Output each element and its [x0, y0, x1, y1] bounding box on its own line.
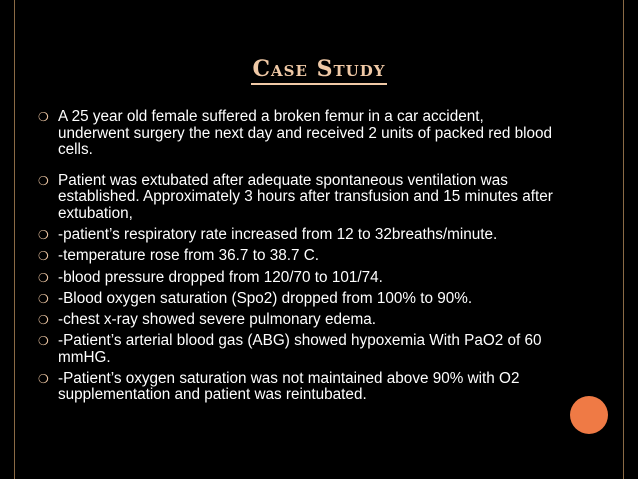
- list-item-text: -blood pressure dropped from 120/70 to 101/74.: [58, 268, 383, 286]
- circle-bullet-icon: ❍: [38, 291, 49, 306]
- circle-bullet-icon: ❍: [38, 270, 49, 285]
- list-item: [38, 333, 558, 366]
- list-item: [38, 173, 558, 223]
- list-item: [38, 109, 558, 159]
- list-item: [38, 291, 558, 308]
- list-item-text: Patient was extubated after adequate spontaneous ventilation was established. Approximately 3 hours after transfusion and 15 minutes after extubation,: [58, 171, 553, 222]
- list-item-text: -Patient’s oxygen saturation was not maintained above 90% with O2 supplementation and patient was reintubated.: [58, 369, 520, 404]
- list-item-text: -Blood oxygen saturation (Spo2) dropped from 100% to 90%.: [58, 289, 473, 307]
- list-item: [38, 248, 558, 265]
- circle-bullet-icon: ❍: [38, 249, 49, 264]
- circle-bullet-icon: ❍: [38, 371, 49, 386]
- list-item-text: -chest x-ray showed severe pulmonary edema.: [58, 310, 376, 328]
- list-item: [38, 312, 558, 329]
- list-item: [38, 227, 558, 244]
- list-item: [38, 371, 558, 404]
- orange-circle-decoration: [570, 396, 608, 434]
- slide-title-text: Case Study: [251, 57, 388, 85]
- slide-content: [38, 109, 558, 404]
- list-item-text: -patient’s respiratory rate increased from 12 to 32breaths/minute.: [58, 226, 498, 244]
- list-item-text: -Patient’s arterial blood gas (ABG) showed hypoxemia With PaO2 of 60 mmHG.: [58, 332, 542, 366]
- list-item-text: -temperature rose from 36.7 to 38.7 C.: [58, 247, 320, 265]
- circle-bullet-icon: ❍: [38, 312, 49, 327]
- circle-bullet-icon: ❍: [38, 228, 49, 243]
- circle-bullet-icon: ❍: [38, 334, 49, 349]
- list-item: [38, 270, 558, 287]
- list-item-text: A 25 year old female suffered a broken femur in a car accident, underwent surgery the next day and received 2 units of packed red blood cells.: [58, 108, 553, 159]
- slide-title: [0, 56, 638, 85]
- circle-bullet-icon: ❍: [38, 110, 49, 124]
- circle-bullet-icon: ❍: [38, 173, 49, 188]
